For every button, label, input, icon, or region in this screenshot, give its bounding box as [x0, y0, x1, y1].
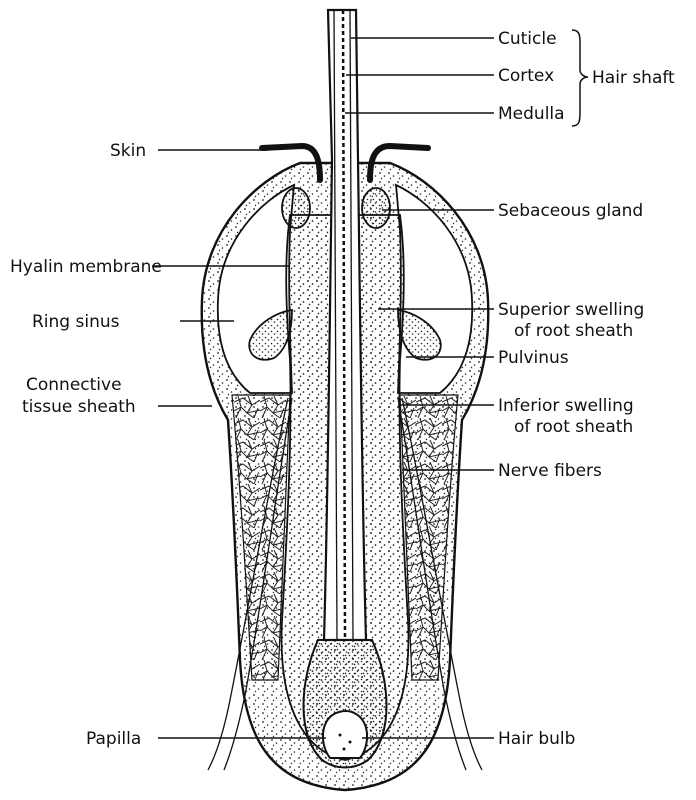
label-papilla: Papilla [86, 729, 142, 749]
label-hair-bulb: Hair bulb [498, 729, 576, 749]
papilla-dot-1 [339, 734, 342, 737]
label-connective-tissue-1: Connective [26, 375, 122, 395]
sebaceous-gland-right [362, 188, 390, 228]
ring-sinus-right [396, 185, 472, 393]
sebaceous-gland-left [282, 188, 310, 228]
label-superior-swelling-2: of root sheath [514, 321, 634, 341]
hair-bulb-group [304, 640, 387, 768]
label-medulla: Medulla [498, 104, 565, 124]
label-inferior-swelling-1: Inferior swelling [498, 396, 634, 416]
hair-shaft-bracket [572, 30, 588, 126]
label-cuticle: Cuticle [498, 29, 557, 49]
label-connective-tissue-2: tissue sheath [22, 397, 136, 417]
papilla-dot-3 [343, 748, 346, 751]
label-pulvinus: Pulvinus [498, 348, 569, 368]
label-sebaceous-gland: Sebaceous gland [498, 201, 644, 221]
label-nerve-fibers: Nerve fibers [498, 461, 602, 481]
label-skin: Skin [110, 141, 147, 161]
label-superior-swelling-1: Superior swelling [498, 300, 645, 320]
label-hair-shaft: Hair shaft [592, 68, 675, 88]
label-ring-sinus: Ring sinus [32, 312, 120, 332]
label-cortex: Cortex [498, 66, 555, 86]
hair-shaft [324, 10, 366, 640]
label-hyalin-membrane: Hyalin membrane [10, 257, 162, 277]
papilla [323, 711, 367, 758]
papilla-dot-2 [349, 741, 352, 744]
label-inferior-swelling-2: of root sheath [514, 417, 634, 437]
